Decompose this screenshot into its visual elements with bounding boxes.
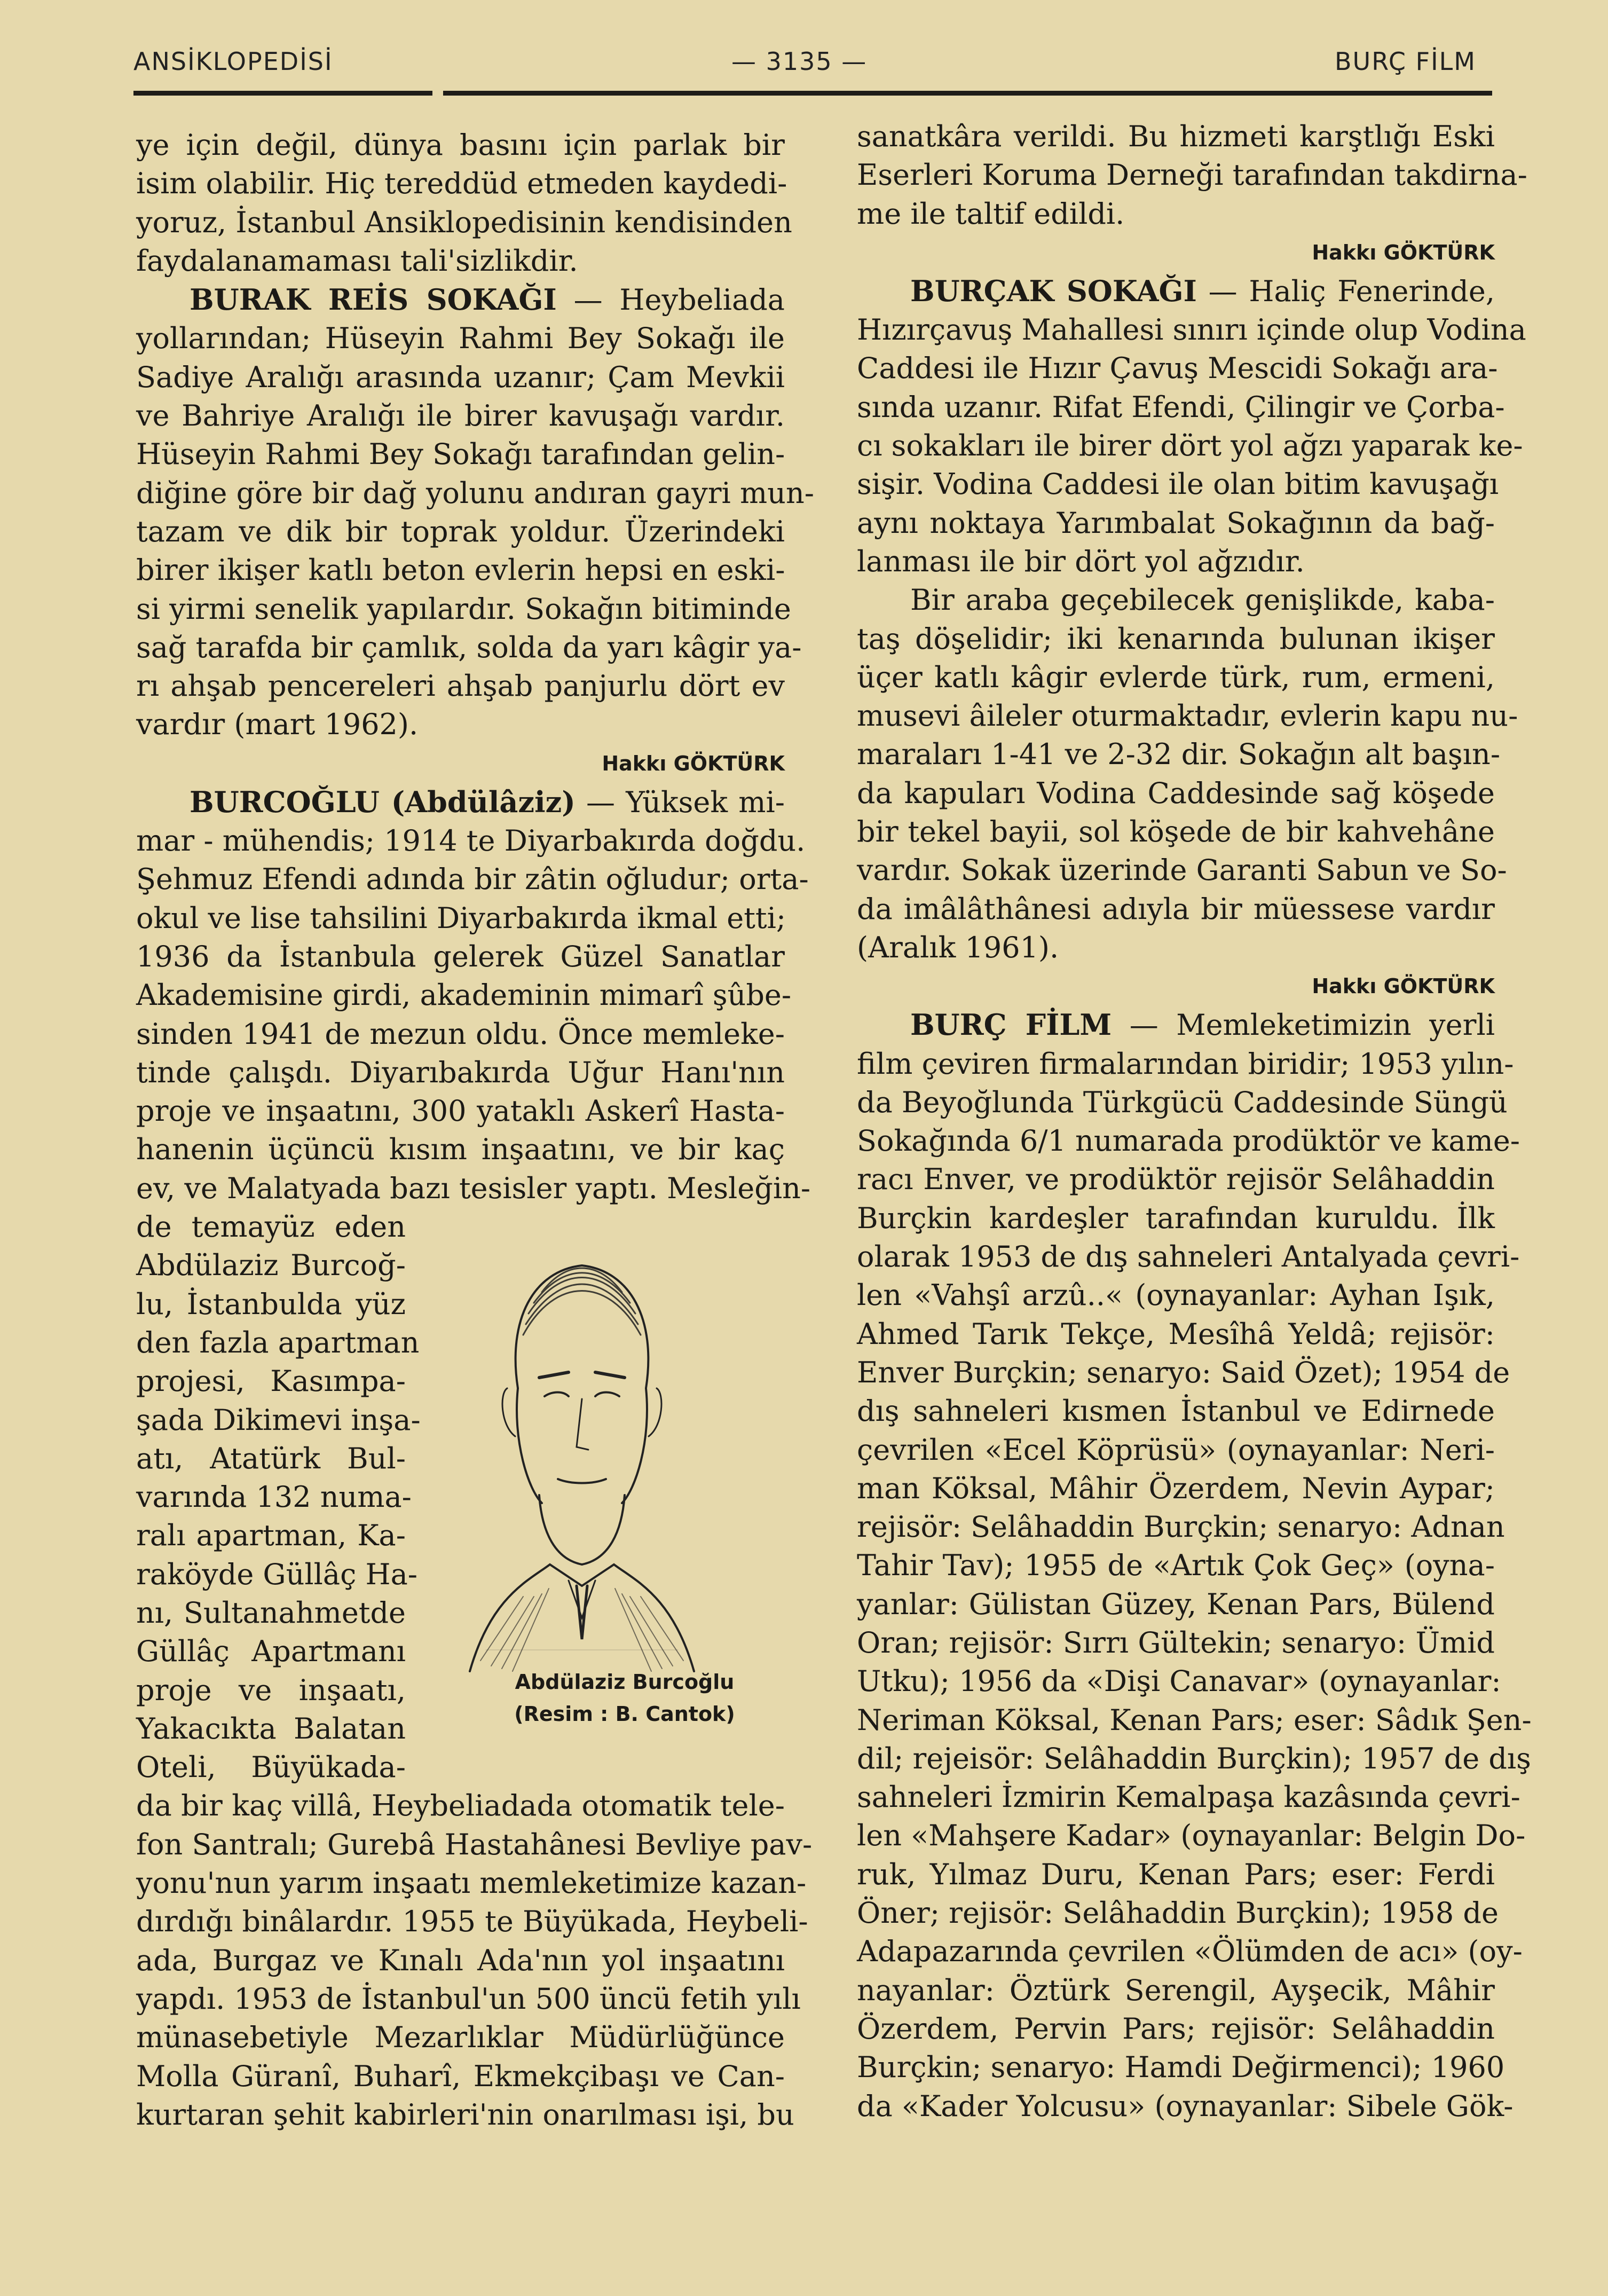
text-line: Şehmuz Efendi adında bir zâtin oğludur; orta- <box>136 862 809 897</box>
text-line: varında 132 numa- <box>136 1480 412 1514</box>
text-line: faydalanamaması tali'sizlikdir. <box>136 243 578 278</box>
entry-first-line <box>136 783 785 822</box>
text-line: da kapuları Vodina Caddesinde sağ köşede <box>857 776 1495 810</box>
text-line: film çeviren firmalarından biridir; 1953 yılın- <box>857 1047 1514 1081</box>
text-line: mar - mühendis; 1914 te Diyarbakırda doğdu. <box>136 824 806 858</box>
text-line: dırdığı binâlardır. 1955 te Büyükada, Heybeli- <box>136 1905 808 1939</box>
page-number: — 3135 — <box>731 47 868 76</box>
text-line: si yirmi senelik yapılardır. Sokağın bitiminde <box>136 592 791 626</box>
text-line: ye için değil, dünya basını için parlak bir <box>136 128 785 162</box>
text-line: sinden 1941 de mezun oldu. Önce memleke- <box>136 1017 785 1051</box>
text-line: de temayüz eden <box>136 1210 406 1244</box>
text-line: lu, İstanbulda yüz <box>136 1287 406 1321</box>
text-line: sişir. Vodina Caddesi ile olan bitim kavuşağı <box>857 467 1499 501</box>
text-line: fon Santralı; Gurebâ Hastahânesi Bevliye pav- <box>136 1827 813 1861</box>
text-line: len «Mahşere Kadar» (oynayanlar: Belgin Do- <box>857 1819 1526 1853</box>
text-line: yoruz, İstanbul Ansiklopedisinin kendisinden <box>136 205 792 239</box>
text-line: Akademisine girdi, akademinin mimarî şûbe- <box>136 978 792 1012</box>
text-line: ada, Burgaz ve Kınalı Ada'nın yol inşaatını <box>136 1943 785 1977</box>
entry-first-line <box>857 272 1495 311</box>
text-line: tazam ve dik bir toprak yoldur. Üzerindeki <box>136 514 785 548</box>
text-line: Sadiye Aralığı arasında uzanır; Çam Mevkii <box>136 360 785 394</box>
text-line: sında uzanır. Rifat Efendi, Çilingir ve Çorba- <box>857 390 1505 424</box>
text-line: ralı apartman, Ka- <box>136 1519 406 1553</box>
text-line: Tahir Tav); 1955 de «Artık Çok Geç» (oyna- <box>857 1548 1495 1583</box>
text-line: Adapazarında çevrilen «Ölümden de acı» (oy- <box>857 1935 1523 1969</box>
text-line: musevi âileler oturmaktadır, evlerin kapu nu- <box>857 699 1518 733</box>
text-line: diğine göre bir dağ yolunu andıran gayri mun- <box>136 476 814 510</box>
text-line: hanenin üçüncü kısım inşaatını, ve bir kaç <box>136 1133 785 1167</box>
text-line: Enver Burçkin; senaryo: Said Özet); 1954 de <box>857 1355 1510 1389</box>
text-line: Burçkin kardeşler tarafından kuruldu. İlk <box>857 1201 1495 1235</box>
text-line: projesi, Kasımpa- <box>136 1364 406 1398</box>
text-line: Oran; rejisör: Sırrı Gültekin; senaryo: Ümid <box>857 1625 1495 1660</box>
caption-name: Abdülaziz Burcoğlu <box>515 1670 735 1694</box>
header-rule-right <box>443 91 1492 96</box>
author-signature: Hakkı GÖKTÜRK <box>1312 240 1495 264</box>
text-line: çevrilen «Ecel Köprüsü» (oynayanlar: Neri- <box>857 1433 1495 1467</box>
text-line: Güllâç Apartmanı <box>136 1634 406 1669</box>
text-line: da imâlâthânesi adıyla bir müessese vardır <box>857 892 1495 926</box>
text-fragment: — Haliç Fenerinde, <box>1196 274 1495 308</box>
text-line: Yakacıkta Balatan <box>136 1711 406 1745</box>
text-line: lanması ile bir dört yol ağzıdır. <box>857 544 1305 578</box>
text-line: ruk, Yılmaz Duru, Kenan Pars; eser: Ferdi <box>857 1857 1495 1891</box>
text-line: dil; rejeisör: Selâhaddin Burçkin); 1957 de dış <box>857 1741 1531 1775</box>
text-line: Utku); 1956 da «Dişi Canavar» (oynayanlar: <box>857 1664 1501 1699</box>
text-line: aynı noktaya Yarımbalat Sokağının da bağ- <box>857 506 1495 540</box>
text-line: bir tekel bayii, sol köşede de bir kahvehâne <box>857 815 1495 849</box>
entry-first-line <box>136 280 785 319</box>
text-line: dış sahneleri kısmen İstanbul ve Edirnede <box>857 1394 1495 1428</box>
text-line: cı sokakları ile birer dört yol ağzı yaparak ke- <box>857 429 1523 463</box>
text-line: kurtaran şehit kabirleri'nin onarılması işi, bu <box>136 2097 794 2132</box>
text-line: den fazla apartman <box>136 1325 420 1359</box>
entry-burcak-sokagi <box>857 272 1526 1005</box>
text-line: Hızırçavuş Mahallesi sınırı içinde olup Vodina <box>857 313 1526 347</box>
text-line: atı, Atatürk Bul- <box>136 1441 406 1475</box>
text-fragment: — Memleketimizin yerli <box>1112 1008 1495 1042</box>
text-line: olarak 1953 de dış sahneleri Antalyada çevri- <box>857 1240 1520 1274</box>
text-line: vardır (mart 1962). <box>136 707 419 742</box>
text-line: rejisör: Selâhaddin Burçkin; senaryo: Adnan <box>857 1510 1505 1544</box>
continued-paragraph <box>857 117 1527 272</box>
text-line: da bir kaç villâ, Heybeliadada otomatik tele- <box>136 1789 785 1823</box>
entry-heading: BURÇ FİLM <box>910 1008 1112 1042</box>
text-line: 1936 da İstanbula gelerek Güzel Sanatlar <box>136 939 785 973</box>
text-line: yanlar: Gülistan Güzey, Kenan Pars, Bülend <box>857 1587 1495 1621</box>
text-fragment: — Yüksek mi- <box>575 785 785 819</box>
text-line: nı, Sultanahmetde <box>136 1595 406 1630</box>
text-line: racı Enver, ve prodüktör rejisör Selâhaddin <box>857 1162 1495 1197</box>
text-line: taş döşelidir; iki kenarında bulunan ikişer <box>857 622 1495 656</box>
text-line: (Aralık 1961). <box>857 930 1059 964</box>
running-header-right: BURÇ FİLM <box>1335 47 1476 76</box>
portrait-illustration <box>448 1212 715 1682</box>
right-column <box>857 117 1532 2126</box>
text-line: Caddesi ile Hızır Çavuş Mescidi Sokağı ara- <box>857 351 1498 386</box>
entry-heading: BURÇAK SOKAĞI <box>910 273 1197 308</box>
text-line: yonu'nun yarım inşaatı memleketimize kazan- <box>136 1866 807 1900</box>
entry-first-line <box>857 1005 1495 1044</box>
author-signature: Hakkı GÖKTÜRK <box>602 751 785 775</box>
narrow-wrap-block <box>136 1208 421 1787</box>
text-line: proje ve inşaatını, 300 yataklı Askerî Hasta- <box>136 1094 785 1128</box>
portrait-caption <box>491 1666 758 1730</box>
text-line: isim olabilir. Hiç tereddüd etmeden kaydedi- <box>136 167 787 201</box>
caption-credit: (Resim : B. Cantok) <box>514 1702 735 1726</box>
header-rule-left <box>133 91 432 96</box>
text-line: rı ahşab pencereleri ahşab panjurlu dört ev <box>136 669 785 703</box>
text-line: sanatkâra verildi. Bu hizmeti karştlığı Eski <box>857 120 1495 153</box>
text-line: me ile taltif edildi. <box>857 196 1125 231</box>
text-line: maraları 1-41 ve 2-32 dir. Sokağın alt başın- <box>857 737 1501 772</box>
author-signature: Hakkı GÖKTÜRK <box>1312 974 1495 998</box>
text-line: nayanlar: Öztürk Serengil, Ayşecik, Mâhir <box>857 1973 1495 2007</box>
text-line: vardır. Sokak üzerinde Garanti Sabun ve So- <box>857 853 1507 887</box>
text-line: ve Bahriye Aralığı ile birer kavuşağı vardır. <box>136 399 785 433</box>
text-line: proje ve inşaatı, <box>136 1673 406 1707</box>
left-column <box>136 126 814 2134</box>
text-line: üçer katlı kâgir evlerde türk, rum, ermeni, <box>857 660 1495 694</box>
text-line: raköyde Güllâç Ha- <box>136 1557 418 1591</box>
text-line: tinde çalışdı. Diyarıbakırda Uğur Hanı'nın <box>136 1055 785 1089</box>
text-line: sahneleri İzmirin Kemalpaşa kazâsında çevri- <box>857 1780 1520 1814</box>
text-line: şada Dikimevi inşa- <box>136 1403 421 1437</box>
entry-burak-reis <box>136 280 814 783</box>
text-line: Neriman Köksal, Kenan Pars; eser: Sâdık Şen- <box>857 1703 1532 1737</box>
text-line: Hüseyin Rahmi Bey Sokağı tarafından gelin- <box>136 437 785 471</box>
text-line: da «Kader Yolcusu» (oynayanlar: Sibele Gök- <box>857 2089 1514 2123</box>
text-line: sağ tarafda bir çamlık, solda da yarı kâgir ya- <box>136 630 802 664</box>
text-line: Burçkin; senaryo: Hamdi Değirmenci); 1960 <box>857 2050 1505 2085</box>
text-line: yollarından; Hüseyin Rahmi Bey Sokağı ile <box>136 321 785 356</box>
entry-heading: BURCOĞLU (Abdülâziz) <box>190 784 576 819</box>
text-line: ev, ve Malatyada bazı tesisler yaptı. Mesleğin- <box>136 1171 811 1205</box>
text-line: Eserleri Koruma Derneği tarafından takdirna- <box>857 158 1527 192</box>
text-line: münasebetiyle Mezarlıklar Müdürlüğünce <box>136 2020 785 2055</box>
text-line: birer ikişer katlı beton evlerin hepsi en eski- <box>136 553 785 587</box>
text-line: man Köksal, Mâhir Özerdem, Nevin Aypar; <box>857 1471 1495 1505</box>
text-fragment: — Heybeliada <box>556 283 785 317</box>
text-line: okul ve lise tahsilini Diyarbakırda ikmal etti; <box>136 901 786 935</box>
text-line: Abdülaziz Burcoğ- <box>136 1248 406 1283</box>
running-header-left: ANSİKLOPEDİSİ <box>133 47 333 76</box>
text-line: Özerdem, Pervin Pars; rejisör: Selâhaddin <box>857 2011 1495 2046</box>
entry-burc-film <box>857 1005 1532 2126</box>
text-line: yapdı. 1953 de İstanbul'un 500 üncü fetih yılı <box>136 1982 801 2016</box>
text-line: Bir araba geçebilecek genişlikde, kaba- <box>910 583 1495 617</box>
text-line: len «Vahşî arzû..« (oynayanlar: Ayhan Işık, <box>857 1278 1495 1312</box>
text-line: Oteli, Büyükada- <box>136 1750 406 1784</box>
entry-heading: BURAK REİS SOKAĞI <box>190 282 557 317</box>
text-line: Ahmed Tarık Tekçe, Mesîhâ Yeldâ; rejisör: <box>857 1317 1495 1351</box>
text-line: Molla Güranî, Buharî, Ekmekçibaşı ve Can- <box>136 2059 785 2093</box>
intro-paragraph <box>136 126 792 280</box>
text-line: Öner; rejisör: Selâhaddin Burçkin); 1958 de <box>857 1896 1499 1930</box>
text-line: Sokağında 6/1 numarada prodüktör ve kame- <box>857 1124 1520 1158</box>
text-line: da Beyoğlunda Türkgücü Caddesinde Süngü <box>857 1085 1508 1119</box>
